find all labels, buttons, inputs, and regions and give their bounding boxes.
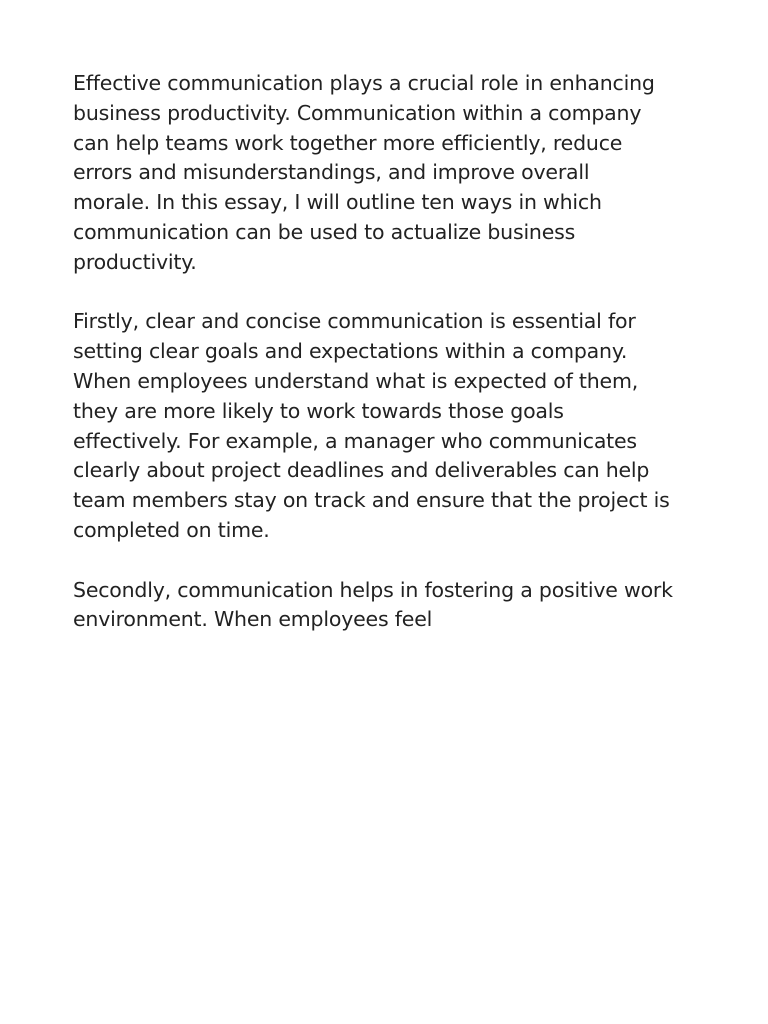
text-line: effectively. For example, a manager who communicates — [73, 428, 637, 453]
text-line: business productivity. Communication within a company — [73, 100, 642, 125]
text-line: they are more likely to work towards those goals — [73, 398, 564, 423]
text-line: errors and misunderstandings, and improve overall — [73, 160, 590, 185]
text-line: Secondly, communication helps in fostering a positive work — [73, 577, 673, 602]
text-line: communication can be used to actualize business — [73, 219, 576, 244]
text-line: environment. When employees feel — [73, 607, 433, 632]
essay-body — [73, 69, 703, 665]
paragraph-intro — [73, 69, 703, 278]
text-line: Effective communication plays a crucial role in enhancing — [73, 71, 655, 95]
text-line: team members stay on track and ensure that the project is — [73, 488, 670, 513]
paragraph-firstly — [73, 307, 703, 545]
text-line: When employees understand what is expected of them, — [73, 368, 639, 393]
text-line: clearly about project deadlines and deliverables can help — [73, 458, 650, 483]
text-line: morale. In this essay, I will outline ten ways in which — [73, 190, 602, 215]
text-line: productivity. — [73, 249, 197, 274]
text-line: setting clear goals and expectations within a company. — [73, 339, 628, 364]
text-line: completed on time. — [73, 517, 270, 542]
text-line: can help teams work together more efficiently, reduce — [73, 130, 623, 155]
paragraph-secondly — [73, 576, 703, 636]
text-line: Firstly, clear and concise communication is essential for — [73, 309, 636, 334]
